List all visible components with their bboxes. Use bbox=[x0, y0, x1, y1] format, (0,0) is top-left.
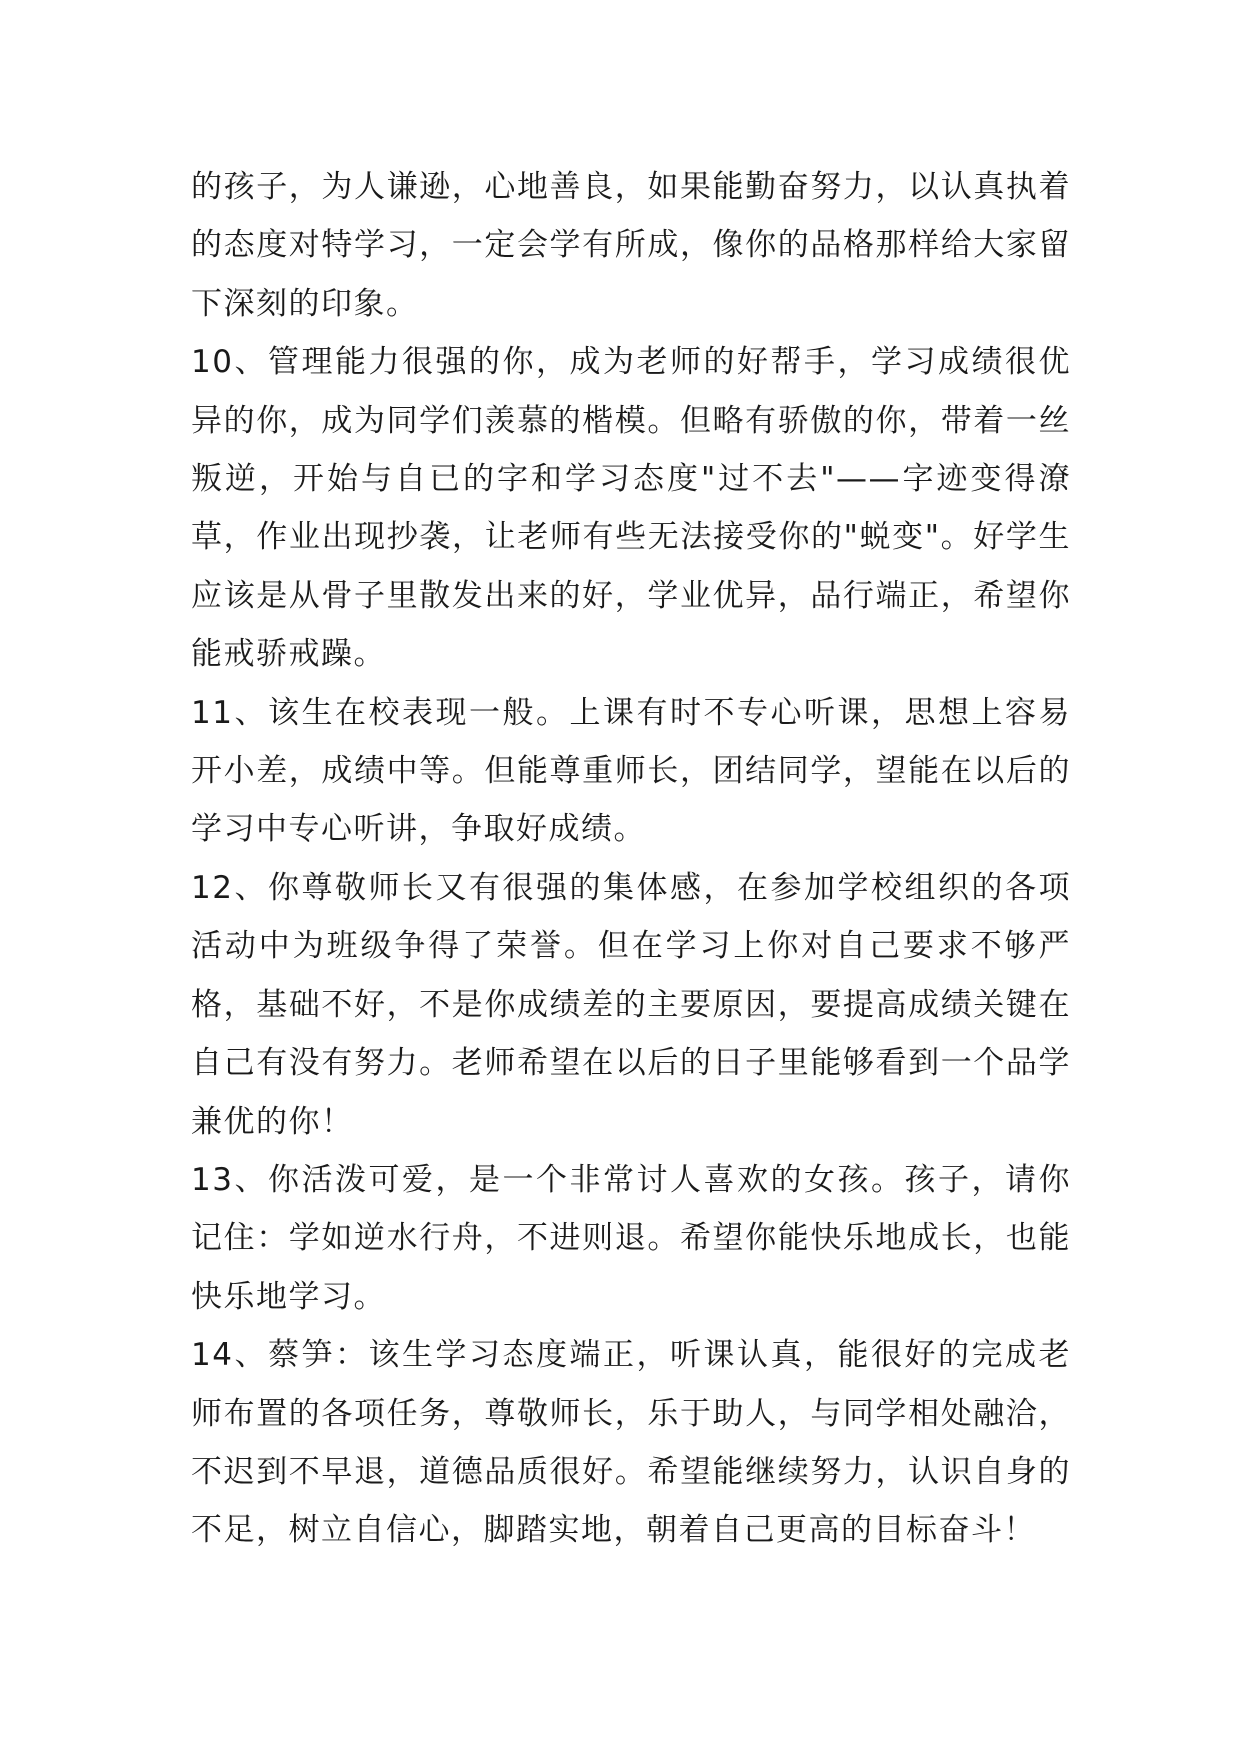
paragraph-continuation: 的孩子，为人谦逊，心地善良，如果能勤奋努力，以认真执着的态度对特学习，一定会学有所成，像你的品格那样给大家留下深刻的印象。 bbox=[191, 169, 1071, 322]
paragraph-comment-10: 10、管理能力很强的你，成为老师的好帮手，学习成绩很优异的你，成为同学们羡慕的楷模。但略有骄傲的你，带着一丝叛逆，开始与自已的字和学习态度"过不去"——字迹变得潦草，作业出现抄袭，让老师有些无法接受你的"蜕变"。好学生应该是从骨子里散发出来的好，学业优异，品行端正，希望你能戒骄戒躁。 bbox=[191, 344, 1071, 673]
document-body bbox=[191, 158, 1071, 1560]
paragraph-comment-12: 12、你尊敬师长又有很强的集体感，在参加学校组织的各项活动中为班级争得了荣誉。但在学习上你对自己要求不够严格，基础不好，不是你成绩差的主要原因，要提高成绩关键在自己有没有努力。老师希望在以后的日子里能够看到一个品学兼优的你！ bbox=[191, 869, 1071, 1140]
paragraph-comment-13: 13、你活泼可爱，是一个非常讨人喜欢的女孩。孩子，请你记住：学如逆水行舟，不进则退。希望你能快乐地成长，也能快乐地学习。 bbox=[191, 1161, 1071, 1315]
paragraph-comment-11: 11、该生在校表现一般。上课有时不专心听课，思想上容易开小差，成绩中等。但能尊重师长，团结同学，望能在以后的学习中专心听讲，争取好成绩。 bbox=[191, 694, 1071, 848]
paragraph-comment-14: 14、蔡笋：该生学习态度端正，听课认真，能很好的完成老师布置的各项任务，尊敬师长，乐于助人，与同学相处融洽，不迟到不早退，道德品质很好。希望能继续努力，认识自身的不足，树立自信心，脚踏实地，朝着自己更高的目标奋斗！ bbox=[191, 1337, 1071, 1549]
